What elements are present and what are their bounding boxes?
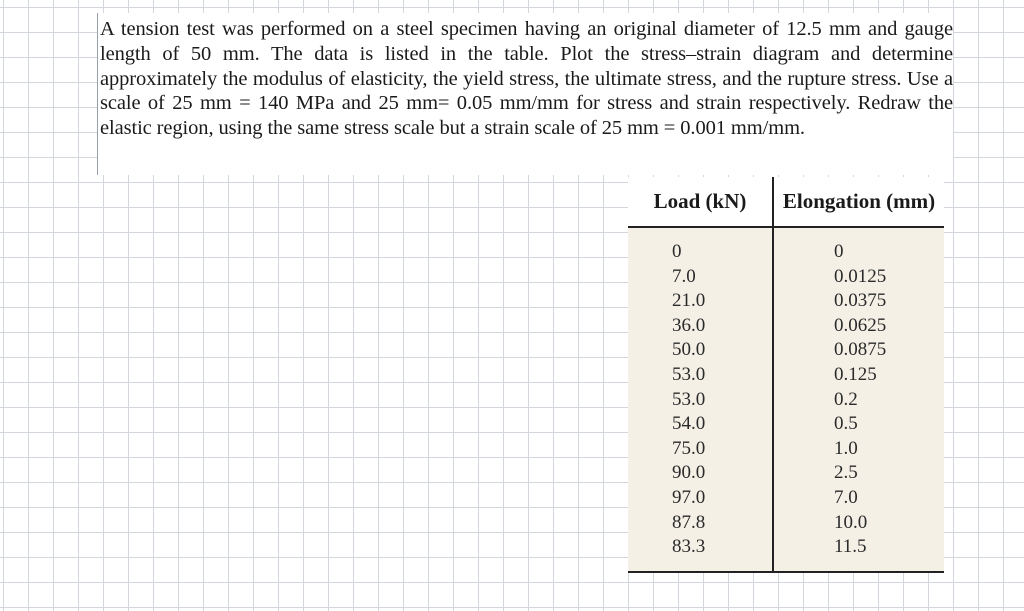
table-header-row: [628, 177, 944, 227]
data-table: [628, 177, 944, 573]
elongation-values: 0 0.0125 0.0375 0.0625 0.0875 0.125 0.2 0.5 1.0 2.5 7.0 10.0 11.5: [834, 241, 887, 558]
problem-text: A tension test was performed on a steel specimen having an original diameter of 12.5 mm and gauge length of 50 mm. The data is listed in the table. Plot the stress–strain diagram and determine approximately the modulus of elasticity, the yield stress, the ultimate stress, and the rupture stress. Use a scale of 25 mm = 140 MPa and 25 mm= 0.05 mm/mm for stress and strain respectively. Redraw the elastic region, using the same stress scale but a strain scale of 25 mm = 0.001 mm/mm.: [100, 18, 953, 140]
table-bottom-rule: [628, 571, 944, 573]
load-values: 0 7.0 21.0 36.0 50.0 53.0 53.0 54.0 75.0 90.0 97.0 87.8 83.3: [628, 227, 773, 573]
header-elongation: Elongation (mm): [773, 177, 944, 227]
header-load: Load (kN): [628, 177, 773, 227]
problem-statement: [97, 13, 953, 175]
table-body-row: [628, 227, 944, 573]
load-elongation-table: [628, 177, 944, 573]
